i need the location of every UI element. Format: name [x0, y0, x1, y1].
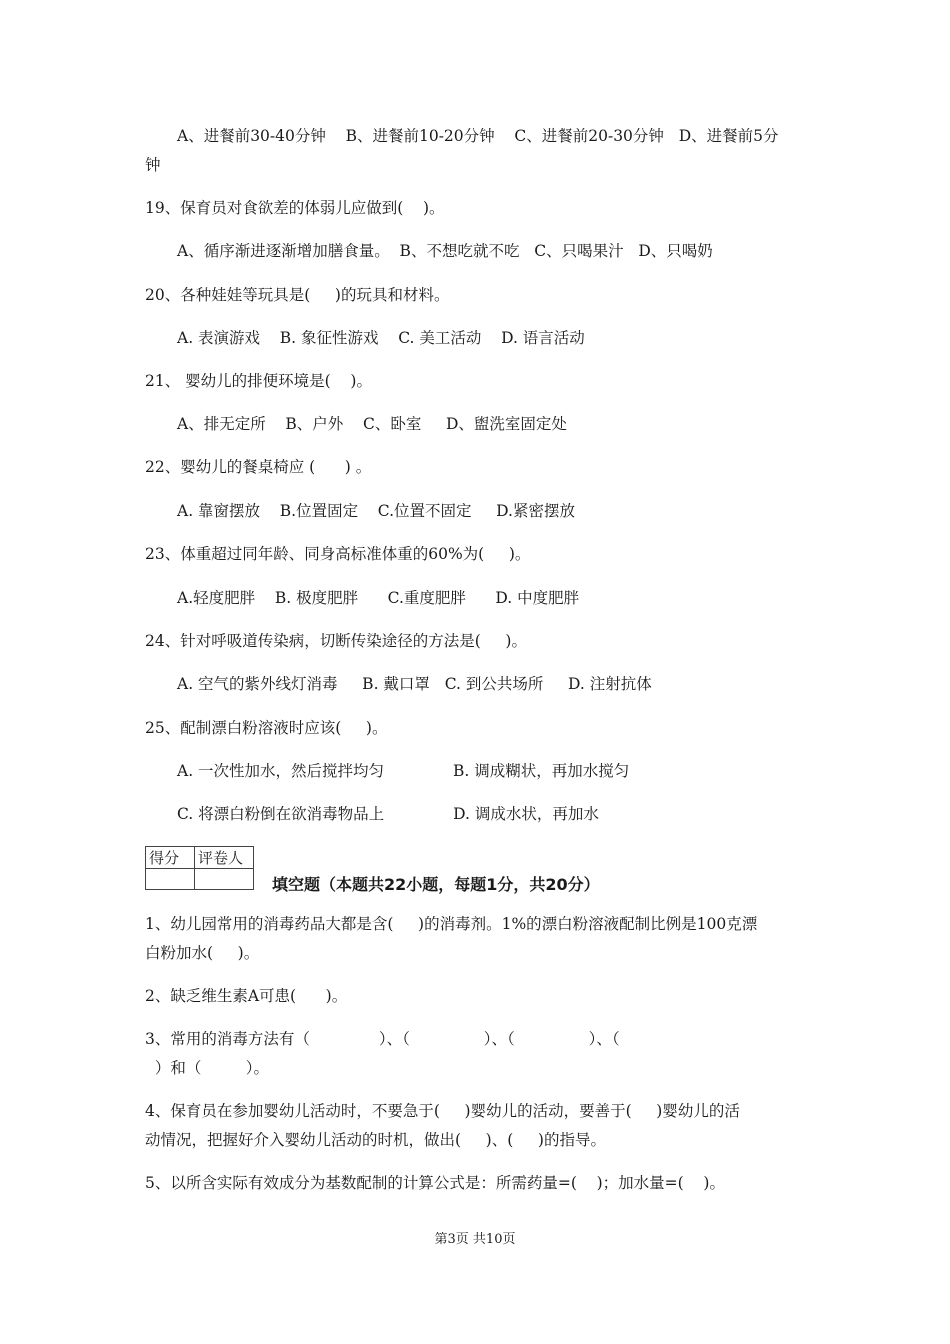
page-footer: 第3页 共10页 [434, 1232, 516, 1247]
text-line: 24、针对呼吸道传染病，切断传染途径的方法是( )。 [145, 632, 527, 650]
text-line: A、排无定所 B、户外 C、卧室 D、盥洗室固定处 [177, 415, 567, 433]
text-line: A.轻度肥胖 B. 极度肥胖 C.重度肥胖 D. 中度肥胖 [177, 589, 580, 607]
text-line: 3、常用的消毒方法有（ ）、（ ）、（ ）、（ [145, 1030, 620, 1048]
grader-label: 评卷人 [195, 847, 254, 869]
score-cell [146, 869, 195, 890]
text-line: A. 靠窗摆放 B.位置固定 C.位置不固定 D.紧密摆放 [177, 502, 575, 520]
score-table [145, 846, 254, 890]
text-line: 动情况，把握好介入婴幼儿活动的时机，做出( )、( )的指导。 [145, 1131, 606, 1149]
text-line: A、循序渐进逐渐增加膳食量。 B、不想吃就不吃 C、只喝果汁 D、只喝奶 [177, 242, 713, 260]
text-line: ）和（ ）。 [145, 1059, 269, 1077]
text-line: 21、 婴幼儿的排便环境是( )。 [145, 372, 372, 390]
text-line: A. 表演游戏 B. 象征性游戏 C. 美工活动 D. 语言活动 [177, 329, 585, 347]
text-line: 白粉加水( )。 [145, 944, 260, 962]
text-line: C. 将漂白粉倒在欲消毒物品上 D. 调成水状，再加水 [177, 805, 599, 823]
text-line: 4、保育员在参加婴幼儿活动时，不要急于( )婴幼儿的活动，要善于( )婴幼儿的活 [145, 1102, 740, 1120]
text-line: 22、婴幼儿的餐桌椅应 ( ) 。 [145, 458, 372, 476]
text-line: 钟 [145, 156, 161, 174]
text-line: 19、保育员对食欲差的体弱儿应做到( )。 [145, 199, 445, 217]
text-line: 23、体重超过同年龄、同身高标准体重的60%为( )。 [145, 545, 531, 563]
text-line: 1、幼儿园常用的消毒药品大都是含( )的消毒剂。1%的漂白粉溶液配制比例是100克漂 [145, 915, 758, 933]
text-line: 2、缺乏维生素A可患( )。 [145, 987, 348, 1005]
score-label: 得分 [146, 847, 195, 869]
text-line: 20、各种娃娃等玩具是( )的玩具和材料。 [145, 286, 450, 304]
text-line: A、进餐前30-40分钟 B、进餐前10-20分钟 C、进餐前20-30分钟 D、进餐前5分 [177, 127, 779, 145]
text-line: 5、以所含实际有效成分为基数配制的计算公式是：所需药量=( )；加水量=( )。 [145, 1174, 725, 1192]
text-line: 25、配制漂白粉溶液时应该( )。 [145, 719, 388, 737]
text-line: A. 空气的紫外线灯消毒 B. 戴口罩 C. 到公共场所 D. 注射抗体 [177, 675, 652, 693]
grader-cell [195, 869, 254, 890]
section-title: 填空题（本题共22小题，每题1分，共20分） [272, 875, 600, 894]
text-line: A. 一次性加水，然后搅拌均匀 B. 调成糊状，再加水搅匀 [177, 762, 630, 780]
